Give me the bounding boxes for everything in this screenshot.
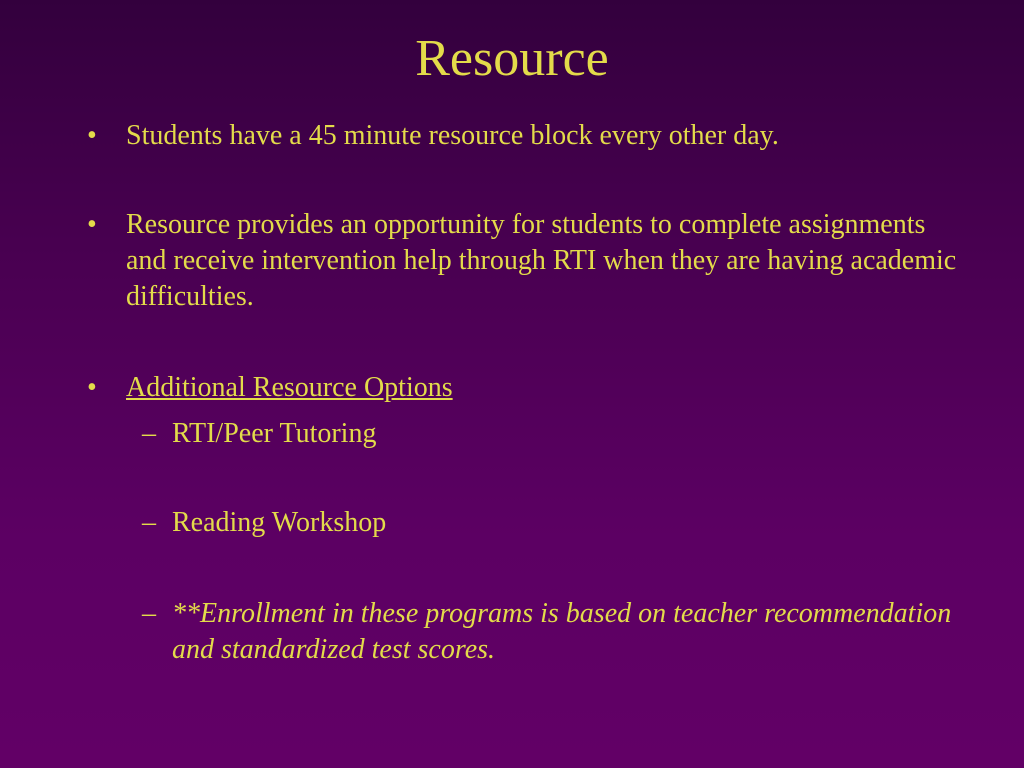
sub-bullet-item <box>142 596 962 668</box>
sub-bullet-text: Reading Workshop <box>172 507 387 538</box>
sub-bullet-item <box>142 505 962 541</box>
bullet-marker: • <box>87 372 97 403</box>
bullet-item <box>87 370 967 406</box>
bullet-item <box>87 207 967 315</box>
bullet-marker: • <box>87 209 97 240</box>
sub-bullet-text: RTI/Peer Tutoring <box>172 418 377 449</box>
bullet-text: Resource provides an opportunity for students to complete assignments and receive intervention help through RTI when they are having academic difficulties. <box>126 209 957 312</box>
sub-bullet-text: **Enrollment in these programs is based on teacher recommendation and standardized test scores. <box>172 598 952 665</box>
bullet-text: Students have a 45 minute resource block every other day. <box>126 120 779 151</box>
slide-title: Resource <box>415 30 609 87</box>
additional-resource-options-link[interactable]: Additional Resource Options <box>126 372 453 403</box>
sub-bullet-marker: – <box>142 507 156 538</box>
bullet-marker: • <box>87 120 97 151</box>
bullet-item <box>87 118 967 154</box>
sub-bullet-marker: – <box>142 418 156 449</box>
sub-bullet-marker: – <box>142 598 156 629</box>
sub-bullet-item <box>142 416 962 452</box>
